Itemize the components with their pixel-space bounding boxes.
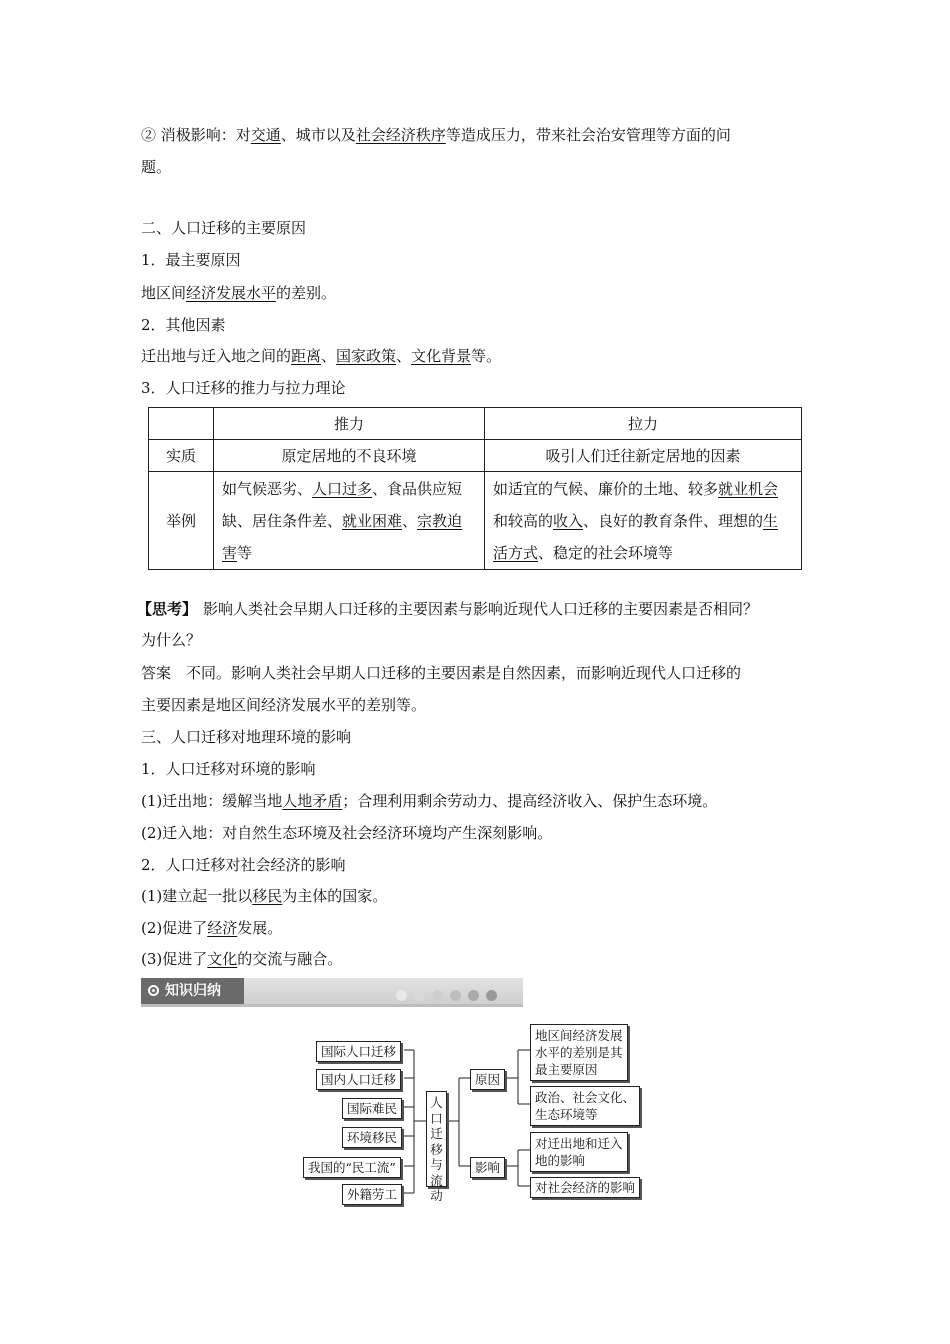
underlined-term: 生活方式 <box>493 511 779 562</box>
mindmap-node-main-reason: 地区间经济发展 水平的差别是其 最主要原因 <box>530 1024 628 1081</box>
underlined-term: 距离 <box>291 347 322 365</box>
think-tag: 【思考】 <box>137 600 198 618</box>
mindmap-center-node <box>426 1091 447 1203</box>
mindmap-node-domestic-migration: 国内人口迁移 <box>316 1069 401 1090</box>
subsection-heading: 2．其他因素 <box>141 316 226 334</box>
text-line: (3)促进了文化的交流与融合。 <box>141 950 343 968</box>
underlined-term: 交通 <box>250 126 281 144</box>
mindmap-node-impacts: 影响 <box>470 1157 505 1178</box>
think-question-line1: 【思考】 影响人类社会早期人口迁移的主要因素与影响近现代人口迁移的主要因素是否相同？ <box>137 600 759 618</box>
text-line: 地区间经济发展水平的差别。 <box>141 284 337 302</box>
cell-pull-examples: 如适宜的气候、廉价的土地、较多就业机会和较高的收入、良好的教育条件、理想的生活方式、稳定的社会环境等 <box>485 472 802 570</box>
think-question-line2: 为什么？ <box>141 631 202 649</box>
center-label: 人口迁移与流动 <box>430 1095 443 1203</box>
mindmap-node-impact-socioeconomic: 对社会经济的影响 <box>530 1177 640 1198</box>
underlined-term: 文化 <box>207 950 238 968</box>
underlined-term: 收入 <box>553 511 584 530</box>
subsection-heading: 3．人口迁移的推力与拉力理论 <box>141 379 346 397</box>
mindmap-node-foreign-labor: 外籍劳工 <box>342 1184 402 1205</box>
answer-line1: 答案 不同。影响人类社会早期人口迁移的主要因素是自然因素，而影响近现代人口迁移的 <box>141 664 742 682</box>
underlined-term: 就业困难 <box>342 511 403 530</box>
subsection-heading: 2．人口迁移对社会经济的影响 <box>141 856 346 874</box>
underlined-term: 就业机会 <box>718 479 779 498</box>
underlined-term: 人地矛盾 <box>282 792 343 810</box>
underlined-term: 社会经济秩序 <box>355 126 446 144</box>
mindmap-node-international-migration: 国际人口迁移 <box>316 1041 401 1062</box>
text-line: (1)迁出地：缓解当地人地矛盾；合理利用剩余劳动力、提高经济收入、保护生态环境。 <box>141 792 718 810</box>
section-heading: 三、人口迁移对地理环境的影响 <box>141 728 352 746</box>
mindmap-node-refugees: 国际难民 <box>342 1098 402 1119</box>
banner-tab: 知识归纳 <box>141 978 244 1004</box>
underlined-term: 经济发展水平 <box>186 284 277 302</box>
underlined-term: 文化背景 <box>411 347 472 365</box>
paragraph-negative-impact-line2: 题。 <box>141 158 172 176</box>
paragraph-negative-impact-line1: ② 消极影响：对交通、城市以及社会经济秩序等造成压力，带来社会治安管理等方面的问 <box>141 126 731 144</box>
underlined-term: 宗教迫害 <box>222 511 463 562</box>
mindmap-node-other-reasons: 政治、社会文化、 生态环境等 <box>530 1086 640 1126</box>
underlined-term: 国家政策 <box>336 347 397 365</box>
header-pull: 拉力 <box>485 408 802 440</box>
mindmap-node-impact-origin-destination: 对迁出地和迁入 地的影响 <box>530 1132 628 1172</box>
mindmap-node-migrant-workers: 我国的“民工流” <box>303 1157 401 1178</box>
subsection-heading: 1．最主要原因 <box>141 251 241 269</box>
underlined-term: 移民 <box>252 887 283 905</box>
section-heading: 二、人口迁移的主要原因 <box>141 219 307 237</box>
mindmap-node-environmental-migrants: 环境移民 <box>342 1127 402 1148</box>
underlined-term: 经济 <box>207 919 238 937</box>
cell-push-essence: 原定居地的不良环境 <box>214 440 485 472</box>
subsection-heading: 1．人口迁移对环境的影响 <box>141 760 316 778</box>
text-line: (2)促进了经济发展。 <box>141 919 283 937</box>
header-push: 推力 <box>214 408 485 440</box>
mindmap-node-reasons: 原因 <box>470 1069 505 1090</box>
text-line: 迁出地与迁入地之间的距离、国家政策、文化背景等。 <box>141 347 502 365</box>
row-label-examples: 举例 <box>149 472 214 570</box>
answer-line2: 主要因素是地区间经济发展水平的差别等。 <box>141 696 427 714</box>
text-line: (1)建立起一批以移民为主体的国家。 <box>141 887 388 905</box>
cell-pull-essence: 吸引人们迁往新定居地的因素 <box>485 440 802 472</box>
cell-push-examples: 如气候恶劣、人口过多、食品供应短缺、居住条件差、就业困难、宗教迫害等 <box>214 472 485 570</box>
row-label-essence: 实质 <box>149 440 214 472</box>
text-line: (2)迁入地：对自然生态环境及社会经济环境均产生深刻影响。 <box>141 824 553 842</box>
underlined-term: 人口过多 <box>312 479 373 498</box>
